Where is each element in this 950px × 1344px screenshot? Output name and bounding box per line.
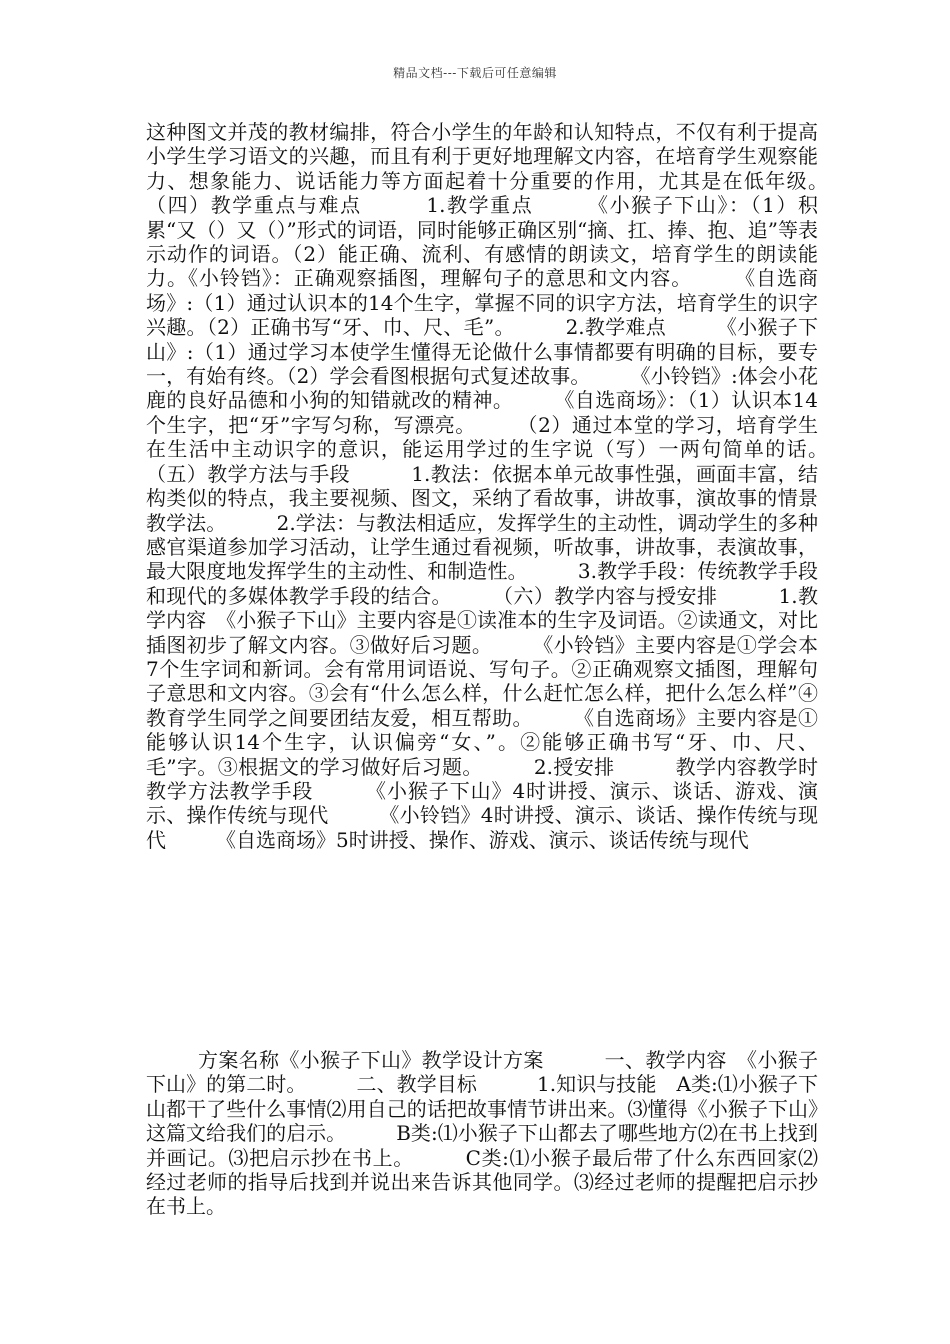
document-body <box>146 120 878 1219</box>
body-paragraph-2: 方案名称《小猴子下山》教学设计方案 一、教学内容 《小猴子下山》的第二时。 二、教学目标 1.知识与技能 A类:⑴小猴子下山都干了些什么事情⑵用自己的话把故事情节讲出来。⑶懂得《小猴子下山》这篇文给我们的启示。 B类:⑴小猴子下山都去了哪些地方⑵在书上找到并画记。⑶把启示抄在书上。 C类:⑴小猴子最后带了什么东西回家⑵经过老师的指导后找到并说出来告诉其他同学。⑶经过老师的提醒把启示抄在书上。 <box>146 1048 818 1219</box>
body-paragraph-1: 这种图文并茂的教材编排，符合小学生的年龄和认知特点，不仅有利于提高小学生学习语文的兴趣，而且有利于更好地理解文内容，在培育学生观察能力、想象能力、说话能力等方面起着十分重要的作用，尤其是在低年级。 （四）教学重点与难点 1.教学重点 《小猴子下山》：（1）积累“又（）又（）”形式的词语，同时能够正确区别“摘、扛、捧、抱、追”等表示动作的词语。（2）能正确、流利、有感情的朗读文，培育学生的朗读能力。《小铃铛》：正确观察插图，理解句子的意思和文内容。 《自选商场》:（1）通过认识本的14个生字，掌握不同的识字方法，培育学生的识字兴趣。（2）正确书写“牙、巾、尺、毛”。 2.教学难点 《小猴子下山》:（1）通过学习本使学生懂得无论做什么事情都要有明确的目标，要专一，有始有终。（2）学会看图根据句式复述故事。 《小铃铛》:体会小花鹿的良好品德和小狗的知错就改的精神。 《自选商场》：（1）认识本14个生字，把“牙”字写匀称，写漂亮。 （2）通过本堂的学习，培育学生在生活中主动识字的意识，能运用学过的生字说（写）一两句简单的话。 （五）教学方法与手段 1.教法：依据本单元故事性强，画面丰富，结构类似的特点，我主要视频、图文，采纳了看故事，讲故事，演故事的情景教学法。 2.学法：与教法相适应，发挥学生的主动性，调动学生的多种感官渠道参加学习活动，让学生通过看视频，听故事，讲故事，表演故事，最大限度地发挥学生的主动性、和制造性。 3.教学手段：传统教学手段和现代的多媒体教学手段的结合。 （六）教学内容与授安排 1.教学内容 《小猴子下山》主要内容是①读准本的生字及词语。②读通文，对比插图初步了解文内容。③做好后习题。 《小铃铛》主要内容是①学会本7个生字词和新词。会有常用词语说、写句子。②正确观察文插图，理解句子意思和文内容。③会有“什么怎么样，什么赶忙怎么样，把什么怎么样”④教育学生同学之间要团结友爱，相互帮助。 《自选商场》主要内容是①能够认识14个生字，认识偏旁“女、”。②能够正确书写“牙、巾、尺、毛”字。③根据文的学习做好后习题。 2.授安排 教学内容教学时教学方法教学手段 《小猴子下山》4时讲授、演示、谈话、游戏、演示、操作传统与现代 《小铃铛》4时讲授、演示、谈话、操作传统与现代 《自选商场》5时讲授、操作、游戏、演示、谈话传统与现代 <box>146 120 878 852</box>
page-header: 精品文档---下载后可任意编辑 <box>393 66 557 80</box>
